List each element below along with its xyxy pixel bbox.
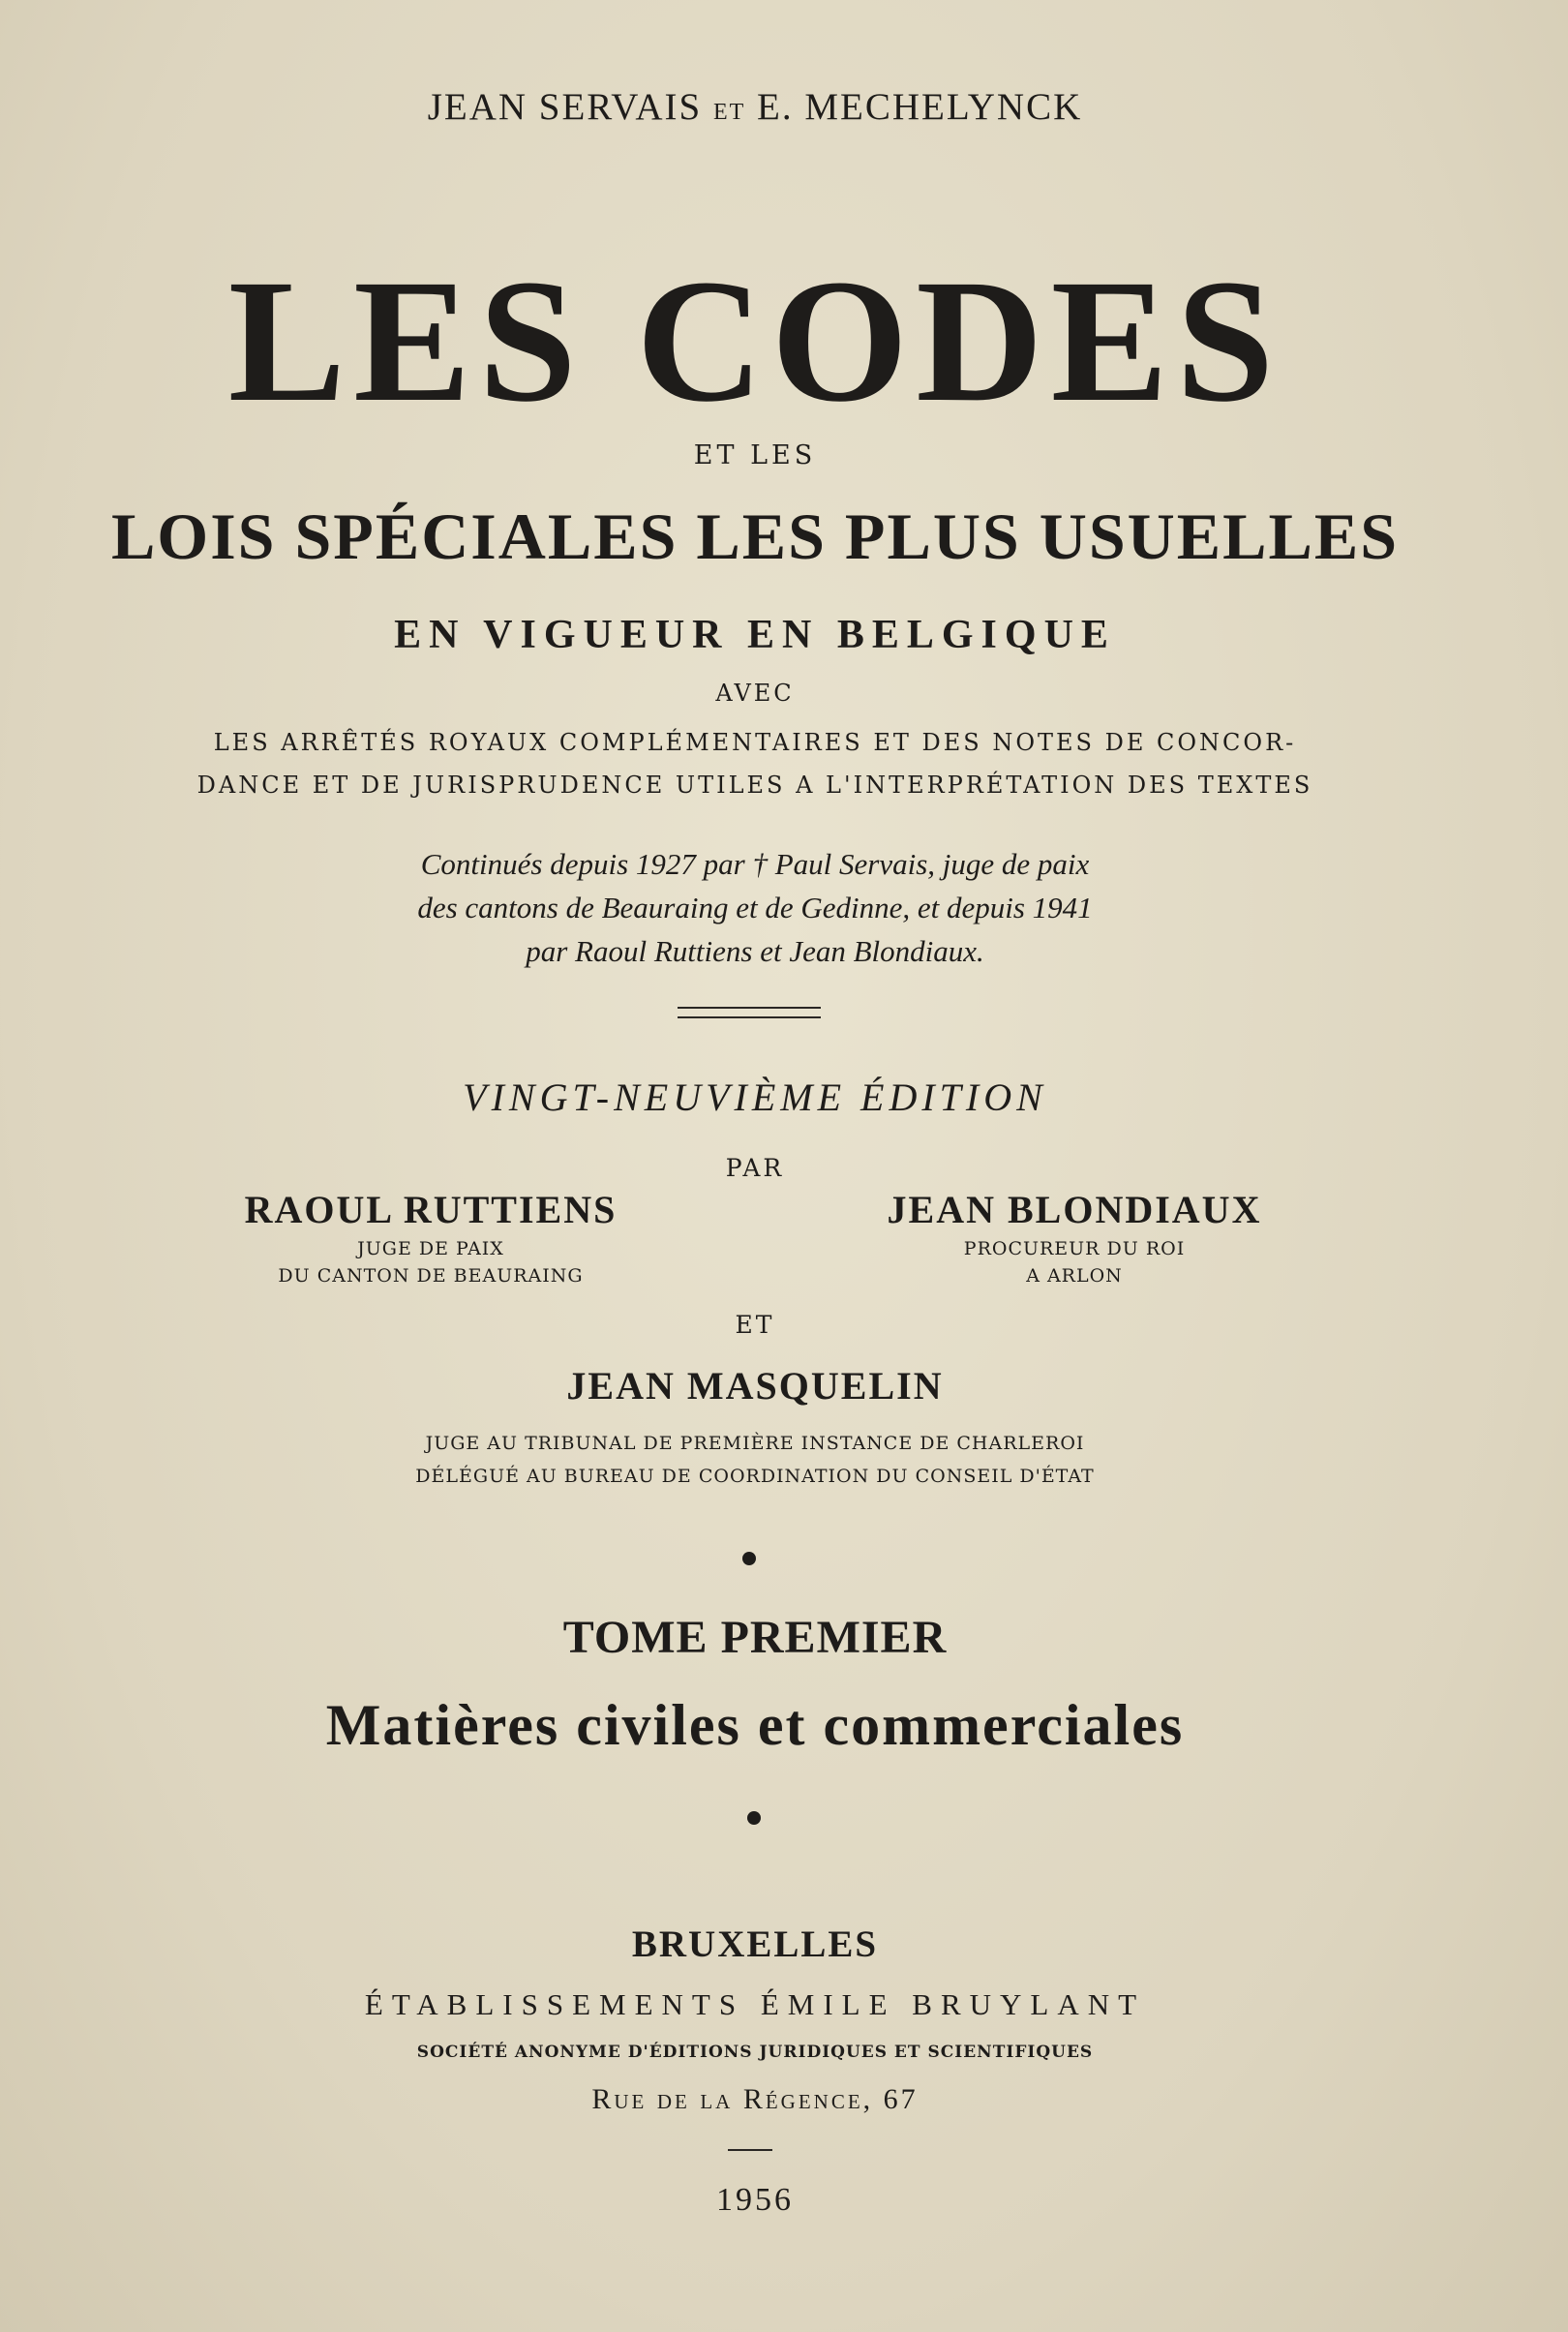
editors-connector: ET: [735, 1311, 775, 1339]
editor-role-2: DU CANTON DE BEAURAING: [278, 1265, 584, 1287]
authors-line: [0, 85, 1510, 129]
volume-subject: Matières civiles et commerciales: [325, 1693, 1185, 1757]
editor-role-1: JUGE DE PAIX: [357, 1238, 504, 1259]
continuation-line-2: des cantons de Beauraing et de Gedinne, et depuis 1941: [417, 891, 1093, 924]
publication-year: 1956: [716, 2182, 794, 2218]
main-title: LES CODES: [227, 244, 1282, 439]
author-connector: ET: [712, 100, 746, 125]
title-lois: LOIS SPÉCIALES LES PLUS USUELLES: [110, 500, 1400, 573]
editor-role-1: PROCUREUR DU ROI: [963, 1238, 1186, 1259]
volume-tome: TOME PREMIER: [562, 1612, 948, 1663]
continuation-line-3: par Raoul Ruttiens et Jean Blondiaux.: [526, 934, 984, 968]
double-rule-divider: [678, 1007, 821, 1018]
title-connector: ET LES: [693, 440, 817, 470]
author-2: E. MECHELYNCK: [757, 86, 1083, 128]
publisher-address: Rue de la Régence, 67: [591, 2083, 919, 2115]
editor-name: RAOUL RUTTIENS: [244, 1188, 618, 1231]
short-rule-divider: [728, 2149, 772, 2151]
third-editor-name: JEAN MASQUELIN: [566, 1364, 944, 1408]
editor-left: [194, 1187, 668, 1287]
publisher-name: ÉTABLISSEMENTS ÉMILE BRUYLANT: [364, 1987, 1146, 2021]
continuation-line-1: Continués depuis 1927 par † Paul Servais, juge de paix: [420, 847, 1090, 881]
publisher-city: BRUXELLES: [631, 1923, 879, 1965]
subtitle-line-2: DANCE ET DE JURISPRUDENCE UTILES A L'INTERPRÉTATION DES TEXTES: [196, 772, 1313, 799]
author-1: JEAN SERVAIS: [427, 86, 703, 128]
edition-label: VINGT-NEUVIÈME ÉDITION: [463, 1075, 1047, 1119]
publisher-description: SOCIÉTÉ ANONYME D'ÉDITIONS JURIDIQUES ET SCIENTIFIQUES: [416, 2043, 1094, 2062]
editor-name: JEAN BLONDIAUX: [887, 1188, 1262, 1231]
bullet-ornament: [747, 1811, 761, 1825]
editor-role-2: A ARLON: [1026, 1265, 1123, 1287]
third-editor-role-2: DÉLÉGUÉ AU BUREAU DE COORDINATION DU CONSEIL D'ÉTAT: [415, 1466, 1095, 1487]
title-vigueur: EN VIGUEUR EN BELGIQUE: [394, 613, 1116, 657]
third-editor-role-1: JUGE AU TRIBUNAL DE PREMIÈRE INSTANCE DE CHARLEROI: [425, 1433, 1085, 1454]
edition-par: PAR: [725, 1154, 785, 1182]
bullet-ornament: [742, 1552, 756, 1565]
title-avec: AVEC: [715, 680, 795, 707]
editor-right: [832, 1187, 1316, 1287]
subtitle-line-1: LES ARRÊTÉS ROYAUX COMPLÉMENTAIRES ET DES NOTES DE CONCOR-: [213, 729, 1297, 756]
